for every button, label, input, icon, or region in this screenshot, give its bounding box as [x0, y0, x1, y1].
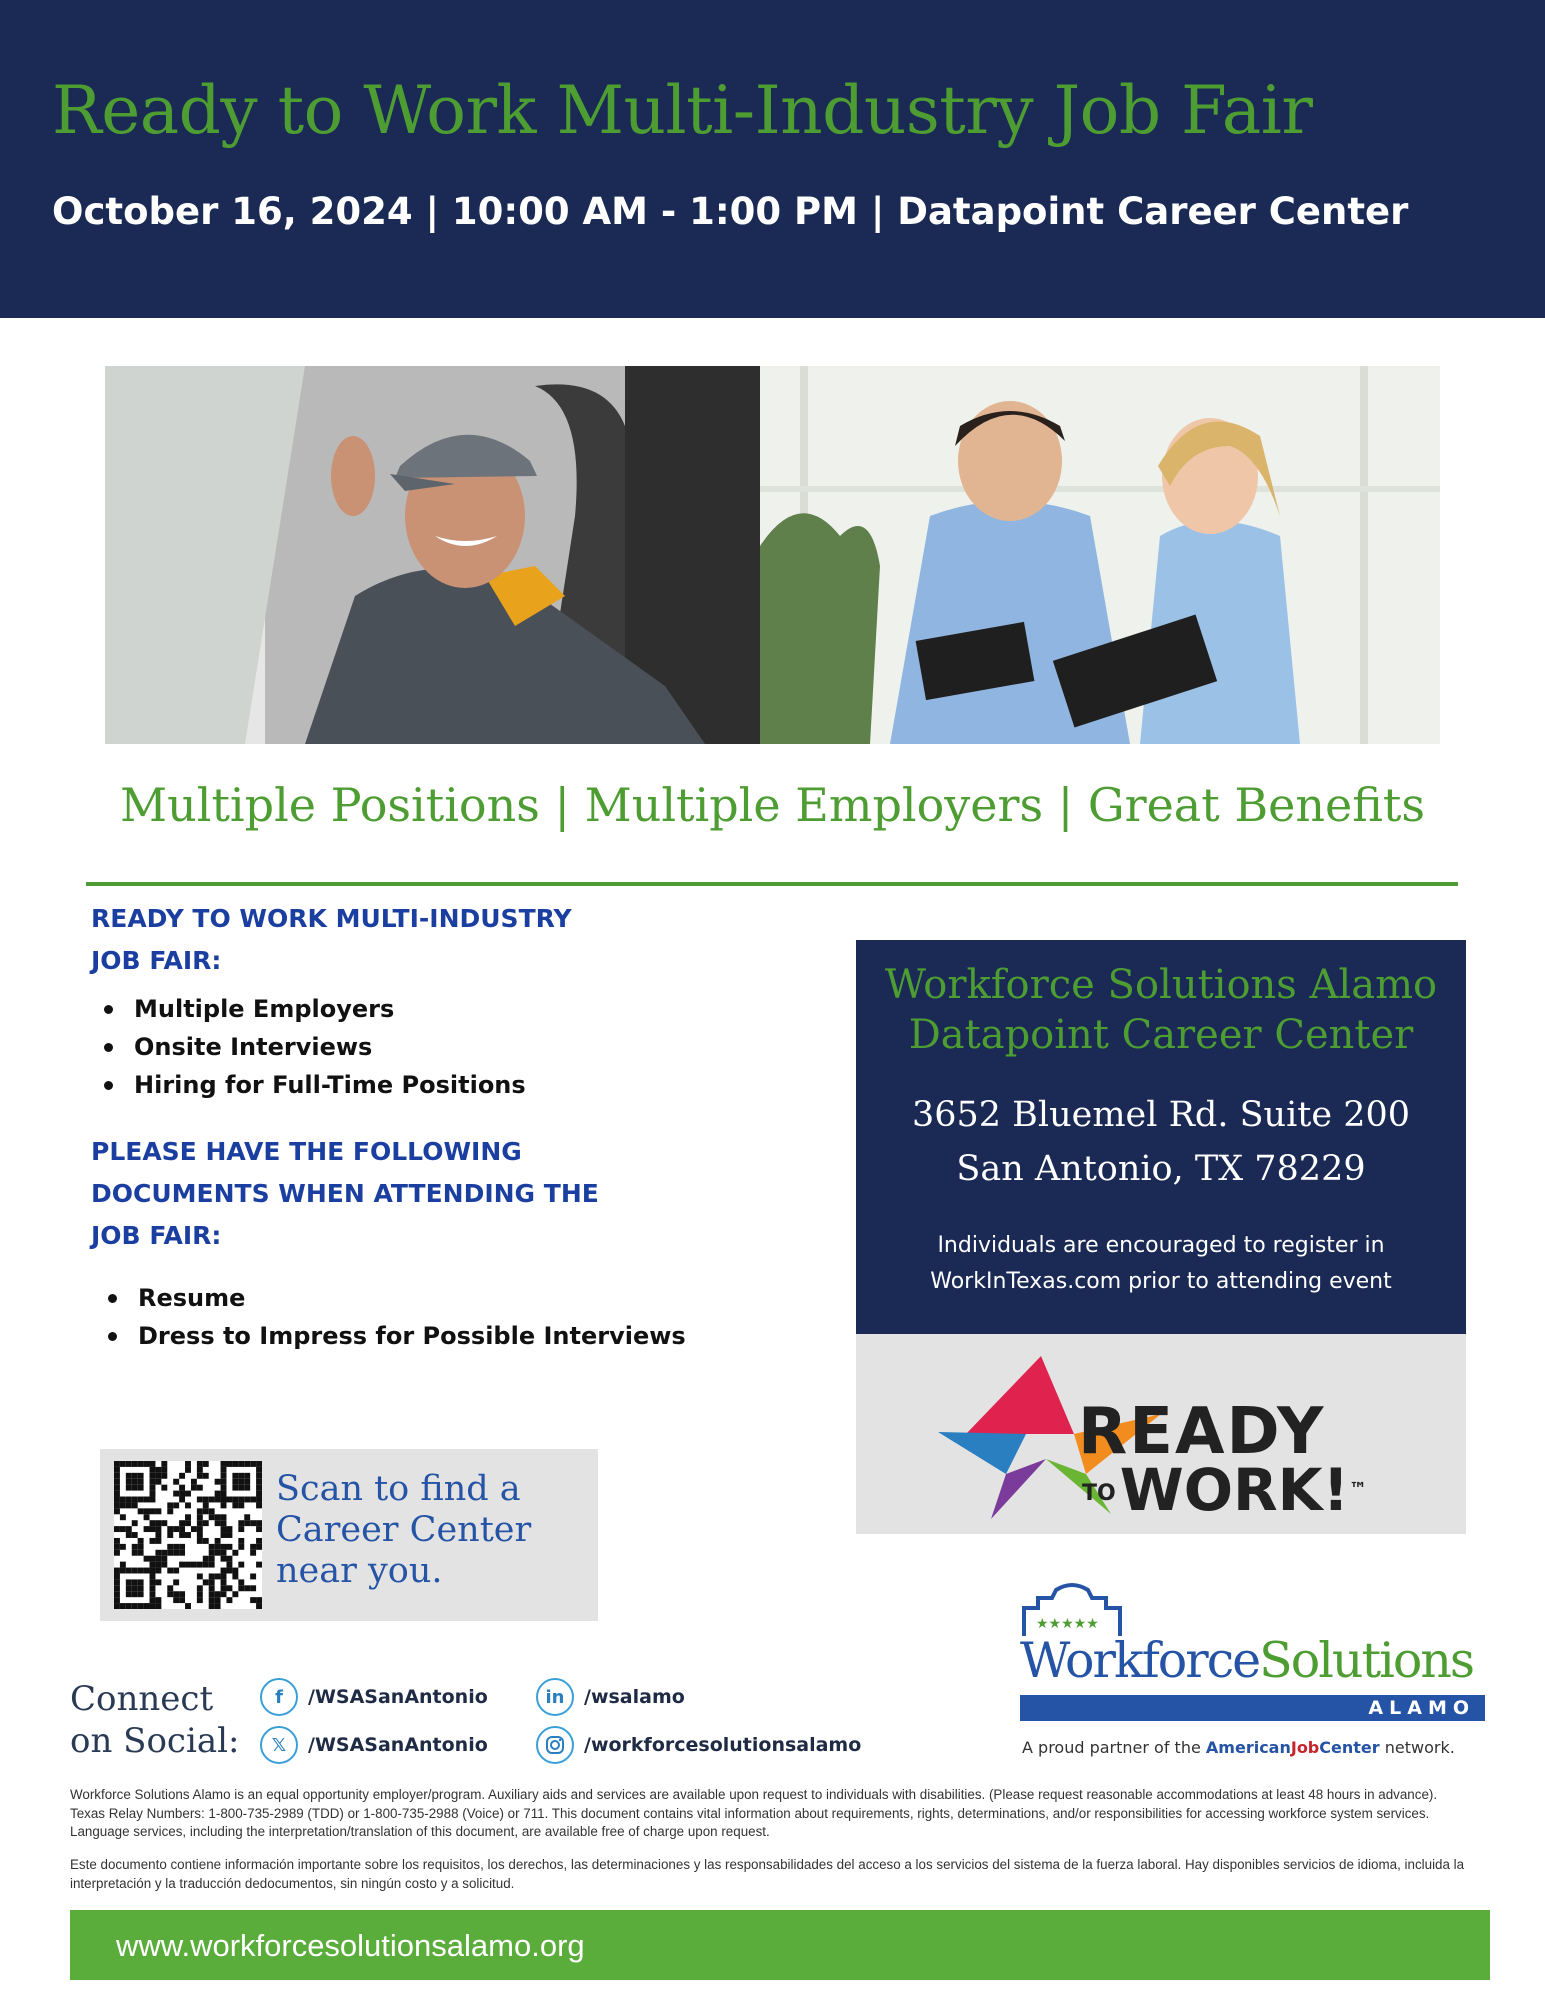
workforce-solutions-wordmark	[1020, 1632, 1473, 1689]
instagram-handle: /workforcesolutionsalamo	[584, 1734, 862, 1756]
section-divider	[86, 882, 1458, 886]
to-word: TO	[1082, 1480, 1116, 1506]
american-word: American	[1205, 1738, 1291, 1757]
page-title: Ready to Work Multi-Industry Job Fair	[52, 72, 1313, 149]
workforce-word: Workforce	[1020, 1632, 1260, 1689]
x-icon: 𝕏	[260, 1726, 298, 1764]
list-item: Onsite Interviews	[98, 1028, 526, 1066]
list-item: Hiring for Full-Time Positions	[98, 1066, 526, 1104]
trademark: ™	[1349, 1479, 1368, 1500]
location-name-line2: Datapoint Career Center	[908, 1012, 1414, 1058]
location-address	[856, 1088, 1466, 1196]
register-note-line1: Individuals are encouraged to register in	[937, 1233, 1385, 1258]
nurses-photo	[760, 366, 1440, 744]
partner-prefix: A proud partner of the	[1022, 1738, 1206, 1757]
alamo-word: ALAMO	[1368, 1697, 1475, 1719]
location-box	[856, 940, 1466, 1334]
facebook-icon: f	[260, 1678, 298, 1716]
facebook-handle: /WSASanAntonio	[308, 1686, 488, 1708]
job-fair-list	[98, 990, 526, 1104]
center-word: Center	[1319, 1738, 1380, 1757]
qr-text	[276, 1469, 531, 1592]
linkedin-handle: /wsalamo	[584, 1686, 685, 1708]
connect-line2: on Social:	[70, 1721, 240, 1761]
driver-photo	[105, 366, 760, 744]
job-word: Job	[1290, 1738, 1320, 1757]
header-banner	[0, 0, 1545, 318]
qr-text-line3: near you.	[276, 1551, 443, 1591]
list-item: Multiple Employers	[98, 990, 526, 1028]
job-fair-heading	[91, 898, 572, 982]
legal-spanish: Este documento contiene información importante sobre los requisitos, los derechos, las determinaciones y las responsabilidades del acceso a los servicios del sistema de la fuerza laboral. Hay disponibles servicios de idioma, incluida la interpretación y la traducción dedocumentos, sin ningún costo y a solicitud.	[70, 1857, 1465, 1891]
workforce-solutions-logo	[1020, 1582, 1490, 1762]
qr-text-line1: Scan to find a	[276, 1469, 521, 1509]
qr-text-line2: Career Center	[276, 1510, 532, 1550]
documents-list	[102, 1279, 686, 1355]
connect-heading	[70, 1678, 239, 1762]
job-fair-heading-line1: READY TO WORK MULTI-INDUSTRY	[91, 904, 572, 933]
documents-heading-line1: PLEASE HAVE THE FOLLOWING	[91, 1137, 522, 1166]
job-fair-heading-line2: JOB FAIR:	[91, 946, 222, 975]
x-link[interactable]	[260, 1726, 488, 1764]
register-note	[856, 1228, 1466, 1300]
address-line1: 3652 Bluemel Rd. Suite 200	[911, 1095, 1410, 1135]
ready-to-work-wordmark	[1078, 1395, 1368, 1524]
svg-text:★★★★★: ★★★★★	[1036, 1616, 1099, 1632]
instagram-link[interactable]	[536, 1726, 861, 1764]
instagram-icon	[536, 1726, 574, 1764]
qr-code-icon	[114, 1461, 262, 1609]
x-handle: /WSASanAntonio	[308, 1734, 488, 1756]
location-name	[856, 960, 1466, 1060]
legal-english: Workforce Solutions Alamo is an equal opportunity employer/program. Auxiliary aids and services are available upon request to individuals with disabilities. (Please request reasonable accommodations at least 48 hours in advance). Texas Relay Numbers: 1-800-735-2989 (TDD) or 1-800-735-2988 (Voice) or 711. This document contains vital information about requirements, rights, determinations, and/or responsibilities for accessing workforce system services. Language services, including the interpretation/translation of this document, are available free of charge upon request.	[70, 1787, 1438, 1839]
to-work-line	[1078, 1456, 1368, 1524]
alamo-bar	[1020, 1695, 1485, 1721]
work-word: WORK!	[1119, 1456, 1350, 1524]
documents-heading-line3: JOB FAIR:	[91, 1221, 222, 1250]
event-details: October 16, 2024 | 10:00 AM - 1:00 PM | Datapoint Career Center	[52, 190, 1409, 233]
alamo-building-icon	[1022, 1582, 1122, 1637]
ready-word: READY	[1078, 1395, 1326, 1469]
solutions-word: Solutions	[1259, 1632, 1474, 1689]
qr-code[interactable]	[114, 1461, 262, 1609]
ready-to-work-logo	[856, 1334, 1466, 1534]
website-link[interactable]: www.workforcesolutionsalamo.org	[116, 1928, 585, 1963]
linkedin-link[interactable]	[536, 1678, 685, 1716]
documents-heading-line2: DOCUMENTS WHEN ATTENDING THE	[91, 1179, 599, 1208]
partner-suffix: network.	[1379, 1738, 1455, 1757]
connect-line1: Connect	[70, 1679, 214, 1719]
register-note-line2: WorkInTexas.com prior to attending event	[930, 1269, 1392, 1294]
address-line2: San Antonio, TX 78229	[956, 1149, 1366, 1189]
linkedin-icon: in	[536, 1678, 574, 1716]
documents-heading	[91, 1131, 599, 1257]
partner-tagline	[1022, 1738, 1455, 1757]
qr-callout[interactable]	[100, 1449, 598, 1621]
list-item: Dress to Impress for Possible Interviews	[102, 1317, 686, 1355]
list-item: Resume	[102, 1279, 686, 1317]
footer-bar	[70, 1910, 1490, 1980]
location-name-line1: Workforce Solutions Alamo	[884, 962, 1438, 1008]
facebook-link[interactable]	[260, 1678, 488, 1716]
tagline: Multiple Positions | Multiple Employers | Great Benefits	[120, 778, 1425, 832]
